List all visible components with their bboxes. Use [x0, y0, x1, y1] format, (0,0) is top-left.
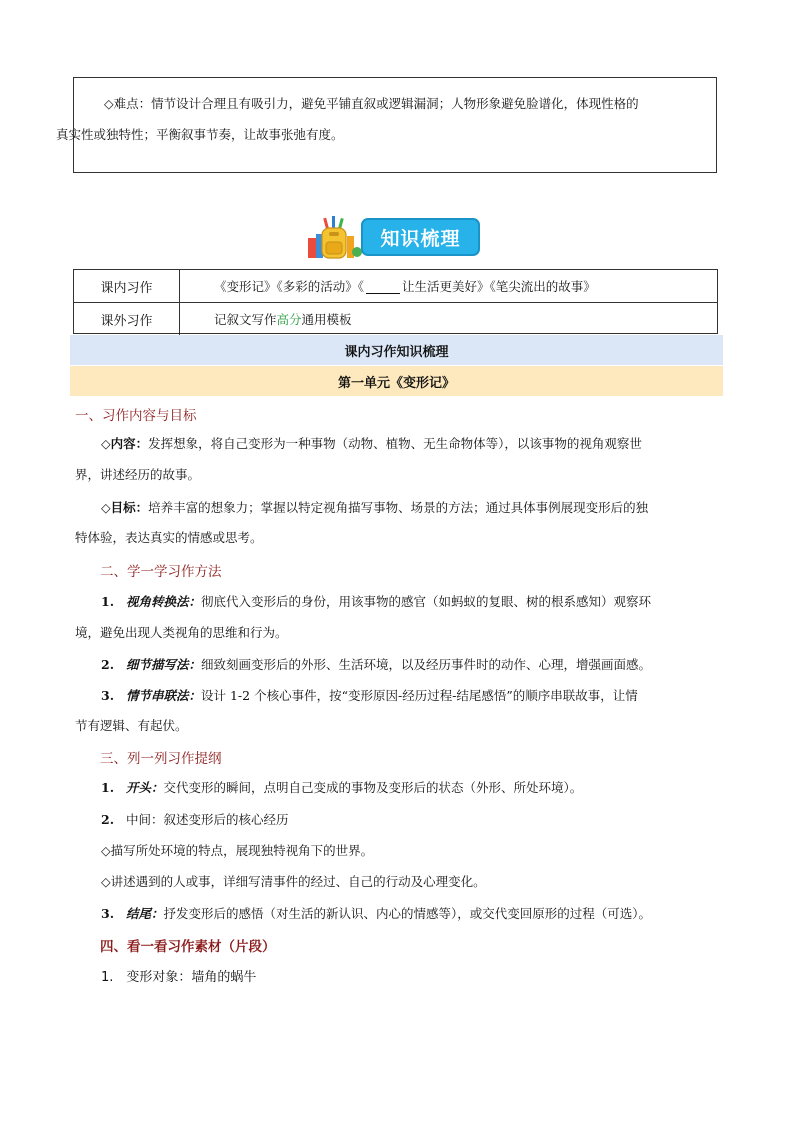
- method-item-cont: 境，避免出现人类视角的思维和行为。: [75, 625, 288, 640]
- backpack-icon: [305, 216, 363, 260]
- content-line: ◇内容：发挥想象，将自己变形为一种事物（动物、植物、无生命物体等），以该事物的视角观察世: [101, 436, 642, 451]
- section-bar-blue: 课内习作知识梳理: [70, 335, 723, 365]
- table-value-a: 记叙文写作: [214, 312, 277, 327]
- difficulty-text: [56, 88, 710, 150]
- table-row: [74, 270, 717, 302]
- section-banner: [305, 216, 480, 260]
- section-heading: 四、看一看习作素材（片段）: [100, 939, 276, 955]
- table-label: 课内习作: [74, 270, 180, 302]
- table-value: [214, 270, 596, 302]
- outline-item: 3. 结尾：抒发变形后的感悟（对生活的新认识、内心的情感等），或交代变回原形的过程（可选）。: [101, 906, 652, 921]
- section-heading: 二、学一学习作方法: [100, 564, 222, 580]
- outline-item: 2. 中间：叙述变形后的核心经历: [101, 812, 289, 827]
- banner-title: 知识梳理: [380, 227, 461, 250]
- difficulty-box: [56, 77, 717, 173]
- material-item: 1. 变形对象：墙角的蜗牛: [101, 970, 257, 985]
- difficulty-diamond: ◇: [104, 96, 114, 111]
- table-label: 课外习作: [74, 303, 180, 335]
- content-line: 界，讲述经历的故事。: [75, 467, 201, 482]
- goal-line: 特体验，表达真实的情感或思考。: [75, 530, 263, 545]
- method-item: 1. 视角转换法：彻底代入变形后的身份，用该事物的感官（如蚂蚁的复眼、树的根系感知）观察环: [101, 594, 652, 609]
- method-item-cont: 节有逻辑、有起伏。: [75, 718, 188, 733]
- section-bar-yellow: 第一单元《变形记》: [70, 366, 723, 396]
- goal-label: ◇目标：: [101, 500, 149, 515]
- section-heading: 三、列一列习作提纲: [100, 751, 222, 767]
- outline-sub: ◇讲述遇到的人或事，详细写清事件的经过、自己的行动及心理变化。: [101, 874, 486, 889]
- difficulty-line2: 真实性或独特性；平衡叙事节奏，让故事张弛有度。: [56, 127, 344, 142]
- goal-line: ◇目标：培养丰富的想象力；掌握以特定视角描写事物、场景的方法；通过具体事例展现变形后的独: [101, 500, 649, 515]
- blank-line: [366, 279, 400, 294]
- table-value-b: 通用模板: [301, 312, 352, 327]
- table-value-highlight: 高分: [276, 312, 302, 327]
- banner-pill: [361, 218, 480, 256]
- outline-sub: ◇描写所处环境的特点，展现独特视角下的世界。: [101, 843, 374, 858]
- method-item: 2. 细节描写法：细致刻画变形后的外形、生活环境，以及经历事件时的动作、心理，增强画面感。: [101, 657, 652, 672]
- difficulty-line1: 情节设计合理且有吸引力，避免平铺直叙或逻辑漏洞；人物形象避免脸谱化，体现性格的: [151, 96, 639, 111]
- section-heading: 一、习作内容与目标: [75, 408, 197, 424]
- content-label: ◇内容：: [101, 436, 149, 451]
- difficulty-label: 难点：: [113, 96, 152, 111]
- table-value: [214, 303, 352, 335]
- knowledge-table: [73, 269, 718, 334]
- table-value-b: 让生活更美好》《笔尖流出的故事》: [402, 279, 596, 294]
- table-row: [74, 302, 717, 335]
- table-value-a: 《变形记》《多彩的活动》《: [214, 279, 365, 294]
- outline-item: 1. 开头：交代变形的瞬间，点明自己变成的事物及变形后的状态（外形、所处环境）。: [101, 780, 583, 795]
- method-item: 3. 情节串联法：设计 1-2 个核心事件，按“变形原因-经历过程-结尾感悟”的顺序串联故事，让情: [101, 688, 638, 703]
